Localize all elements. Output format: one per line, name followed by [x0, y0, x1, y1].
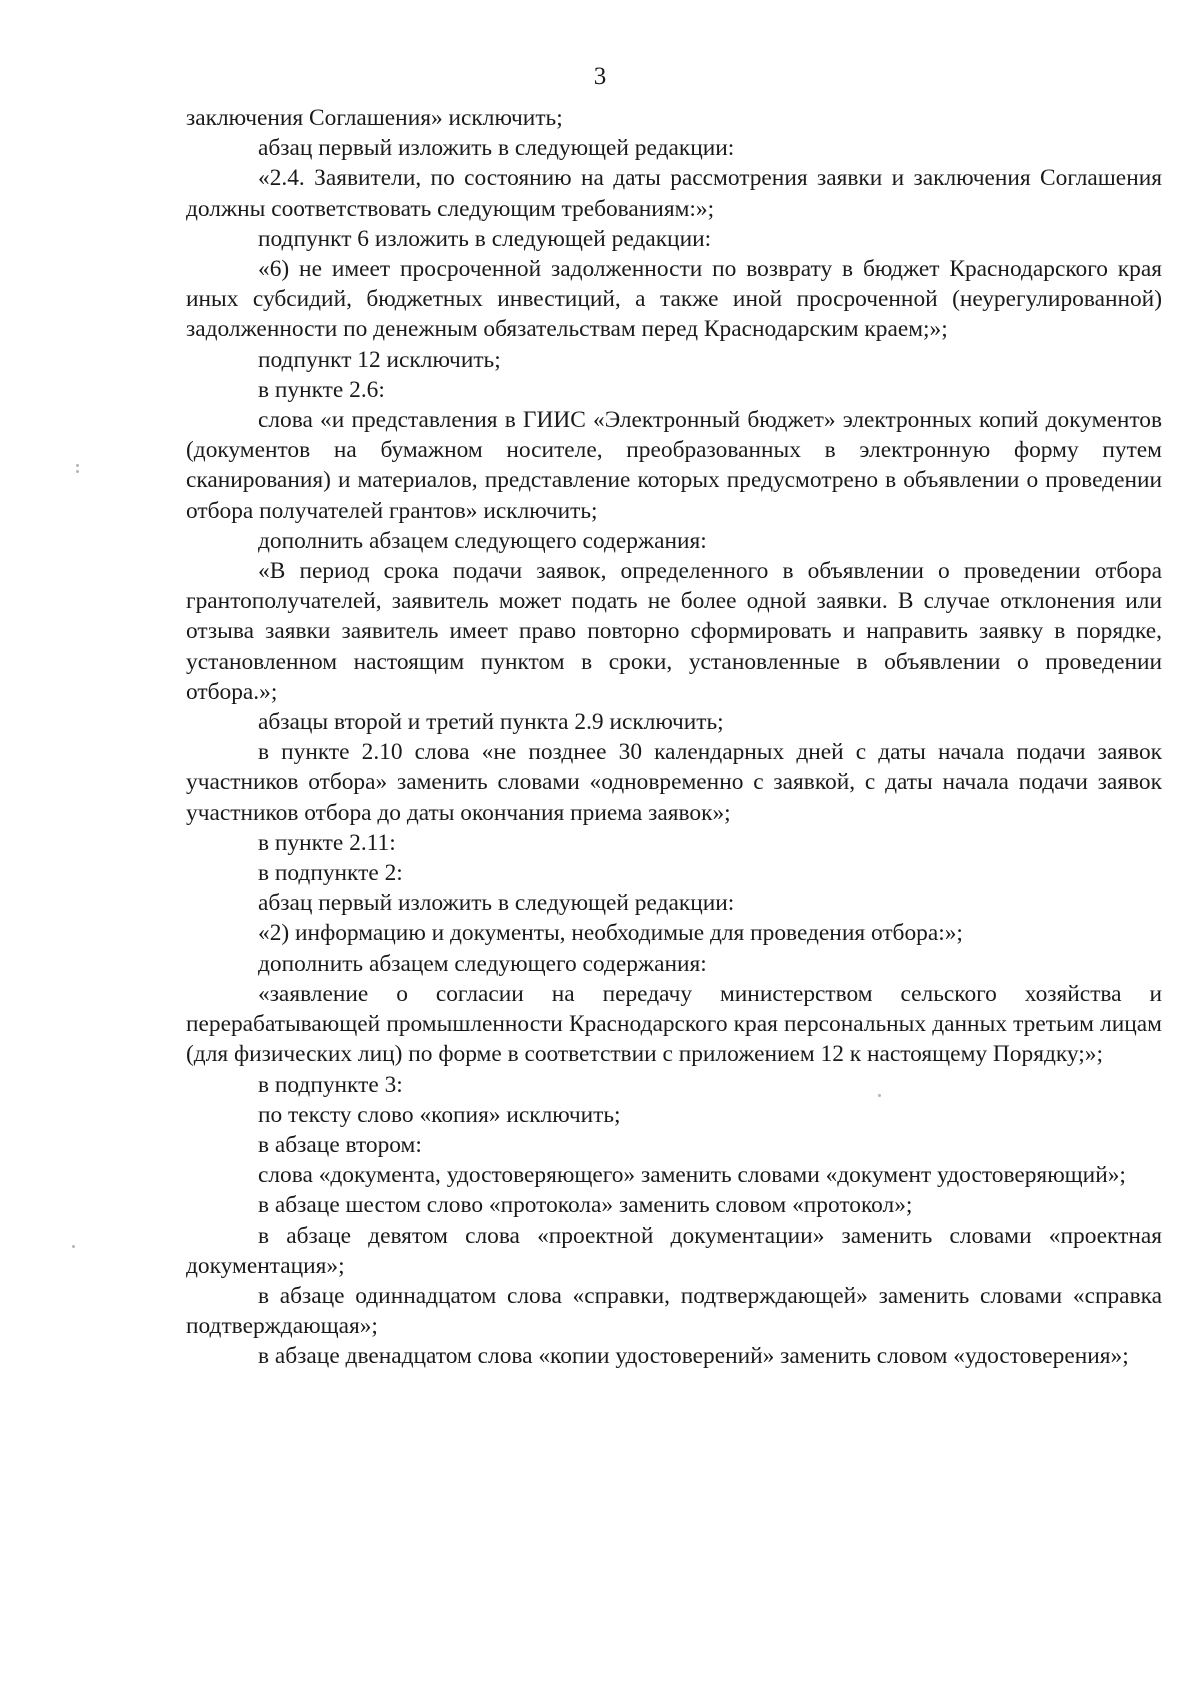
- paragraph: в абзаце девятом слова «проектной документации» заменить словами «проектная документация»;: [186, 1222, 1162, 1279]
- paragraph: абзац первый изложить в следующей редакции:: [258, 890, 735, 917]
- paragraph: абзацы второй и третий пункта 2.9 исключить;: [258, 709, 724, 736]
- paragraph: в пункте 2.6:: [258, 376, 385, 403]
- paragraph: в абзаце шестом слово «протокола» заменить словом «протокол»;: [258, 1192, 913, 1219]
- scan-mark: [878, 1094, 881, 1097]
- paragraph: в подпункте 3:: [258, 1071, 403, 1098]
- scan-mark: [72, 1245, 75, 1248]
- paragraph: в пункте 2.11:: [258, 829, 396, 856]
- paragraph: в пункте 2.10 слова «не позднее 30 календарных дней с даты начала подачи заявок участников отбора» заменить словами «одновременно с заявкой, с даты начала подачи заявок участников отбора до даты окончания приема заявок»;: [186, 739, 1162, 826]
- paragraph: абзац первый изложить в следующей редакции:: [258, 135, 735, 162]
- paragraph: дополнить абзацем следующего содержания:: [258, 527, 707, 554]
- scan-mark: [76, 464, 79, 467]
- paragraph: «заявление о согласии на передачу министерством сельского хозяйства и перерабатывающей промышленности Краснодарского края персональных данных третьим лицам (для физических лиц) по форме в соответствии с приложением 12 к настоящему Порядку;»;: [186, 980, 1162, 1068]
- document-body: [186, 103, 1162, 1372]
- paragraph: слова «и представления в ГИИС «Электронный бюджет» электронных копий документов (документов на бумажном носителе, преобразованных в электронную форму путем сканирования) и материалов, представление которых предусмотрено в объявлении о проведении отбора получателей грантов» исключить;: [186, 407, 1162, 524]
- paragraph: в абзаце одиннадцатом слова «справки, подтверждающей» заменить словами «справка подтверждающая»;: [186, 1282, 1162, 1340]
- paragraph: «6) не имеет просроченной задолженности по возврату в бюджет Краснодарского края иных субсидий, бюджетных инвестиций, а также иной просроченной (неурегулированной) задолженности по денежным обязательствам перед Краснодарским краем;»;: [186, 256, 1162, 343]
- paragraph: заключения Соглашения» исключить;: [186, 105, 563, 131]
- page-number: 3: [593, 63, 607, 90]
- paragraph: в абзаце втором:: [258, 1131, 422, 1158]
- paragraph: подпункт 12 исключить;: [258, 346, 501, 373]
- paragraph: слова «документа, удостоверяющего» заменить словами «документ удостоверяющий»;: [258, 1162, 1126, 1189]
- paragraph: «2) информацию и документы, необходимые для проведения отбора:»;: [258, 920, 963, 947]
- paragraph: по тексту слово «копия» исключить;: [258, 1101, 621, 1128]
- paragraph: в абзаце двенадцатом слова «копии удостоверений» заменить словом «удостоверения»;: [258, 1343, 1129, 1370]
- paragraph: дополнить абзацем следующего содержания:: [258, 950, 707, 977]
- paragraph: в подпункте 2:: [258, 860, 403, 887]
- scan-mark: [76, 470, 79, 473]
- paragraph: «В период срока подачи заявок, определенного в объявлении о проведении отбора грантополучателей, заявитель может подать не более одной заявки. В случае отклонения или отзыва заявки заявитель имеет право повторно сформировать и направить заявку в порядке, установленном настоящим пунктом в сроки, установленные в объявлении о проведении отбора.»;: [186, 558, 1162, 705]
- paragraph: подпункт 6 изложить в следующей редакции:: [258, 225, 712, 252]
- paragraph: «2.4. Заявители, по состоянию на даты рассмотрения заявки и заключения Соглашения должны соответствовать следующим требованиям:»;: [186, 165, 1162, 222]
